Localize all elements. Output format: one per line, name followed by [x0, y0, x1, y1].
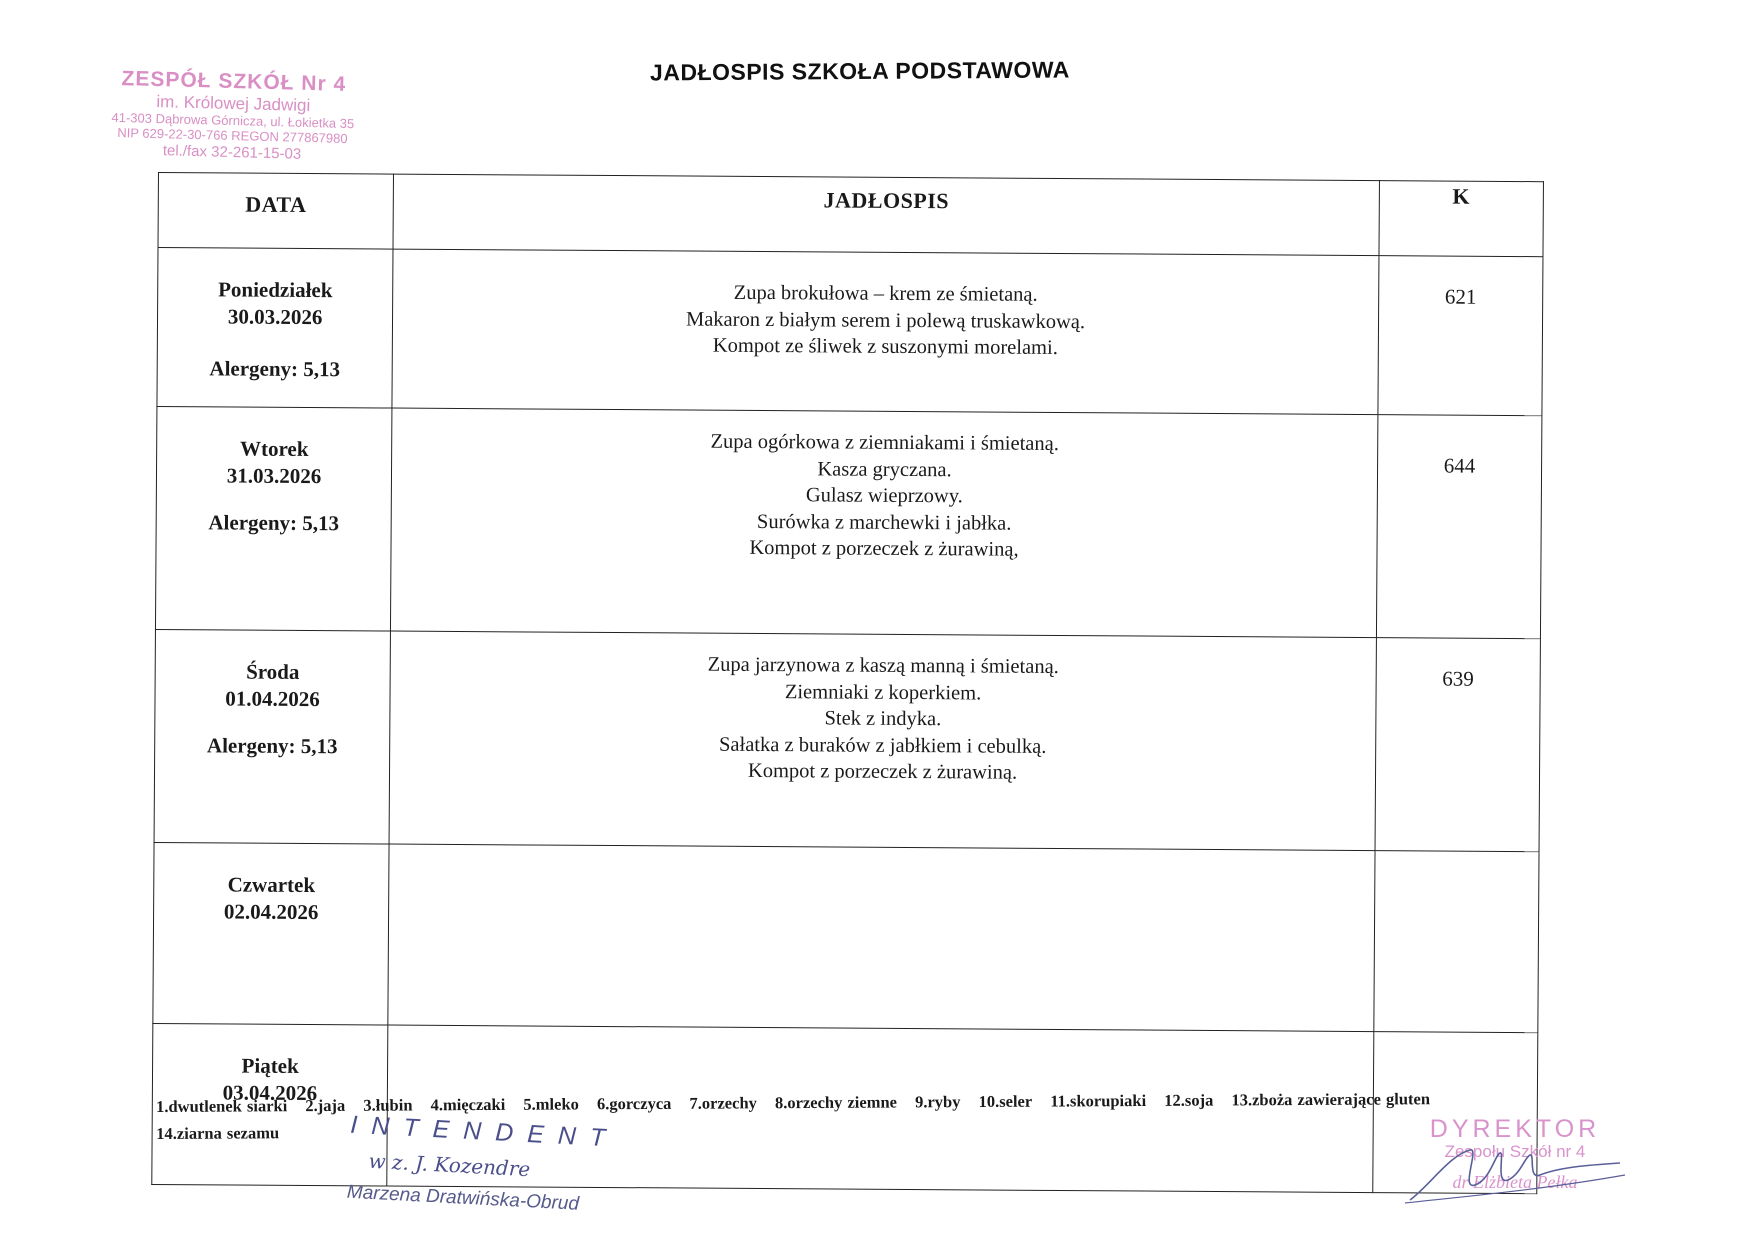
- school-stamp-line: tel./fax 32-261-15-03: [162, 141, 302, 163]
- legend-item: 12.soja: [1164, 1090, 1214, 1110]
- menu-item: Ziemniaki z koperkiem.: [784, 680, 982, 704]
- date-cell: [155, 406, 392, 631]
- menu-item: Kompot z porzeczek z żurawiną.: [747, 759, 1018, 784]
- date-cell: [157, 248, 393, 409]
- k-value: 644: [1376, 415, 1542, 639]
- menu-cell: [391, 408, 1378, 638]
- date-cell: [154, 629, 391, 844]
- legend-item: 6.gorczyca: [596, 1093, 672, 1114]
- legend-item: 5.mleko: [523, 1094, 579, 1114]
- page-title: JADŁOSPIS SZKOŁA PODSTAWOWA: [649, 56, 1070, 86]
- k-value: 621: [1378, 256, 1543, 416]
- header-menu: JADŁOSPIS: [393, 174, 1379, 256]
- director-signature-icon: [1400, 1135, 1630, 1215]
- menu-item: Zupa brokułowa – krem ze śmietaną.: [733, 281, 1038, 306]
- menu-cell: [388, 844, 1375, 1032]
- day-name: Poniedziałek: [218, 277, 333, 303]
- school-stamp: [107, 67, 359, 164]
- table-header-row: [158, 173, 1543, 257]
- k-value: [1374, 851, 1539, 1033]
- intendent-signature: w z. J. Kozendre: [367, 1148, 531, 1182]
- allergens: Alergeny: 5,13: [208, 510, 340, 536]
- menu-item: Surówka z marchewki i jabłka.: [756, 510, 1012, 535]
- header-k: K: [1379, 181, 1544, 257]
- menu-cell: [389, 631, 1376, 851]
- day-name: Piątek: [241, 1053, 299, 1078]
- intendent-stamp: [345, 1111, 631, 1240]
- menu-table: [151, 172, 1544, 1194]
- legend-item: 9.ryby: [914, 1092, 961, 1112]
- day-name: Wtorek: [239, 436, 309, 462]
- school-stamp-line: im. Królowej Jadwigi: [156, 92, 311, 116]
- header-date: DATA: [158, 173, 394, 250]
- menu-item: Kasza gryczana.: [817, 457, 952, 481]
- menu-item: Sałatka z buraków z jabłkiem i cebulką.: [718, 733, 1047, 758]
- allergens: Alergeny: 5,13: [209, 356, 341, 382]
- legend-item: 7.orzechy: [689, 1093, 757, 1113]
- table-row: [155, 406, 1541, 638]
- legend-item: 4.mięczaki: [430, 1094, 506, 1115]
- intendent-stamp-title: INTENDENT: [349, 1110, 620, 1153]
- date-value: 31.03.2026: [226, 463, 322, 489]
- legend-item: 13.zboża zawierające gluten: [1231, 1089, 1431, 1110]
- legend-item: 2.jaja: [305, 1095, 346, 1116]
- legend-item: 10.seler: [978, 1091, 1033, 1111]
- school-stamp-line: NIP 629-22-30-766 REGON 277867980: [117, 124, 348, 146]
- legend-item: 8.orzechy ziemne: [774, 1092, 897, 1113]
- table-row: [153, 842, 1539, 1032]
- date-value: 01.04.2026: [225, 686, 320, 712]
- legend-item: 1.dwutlenek siarki: [156, 1096, 288, 1116]
- table-row: [157, 248, 1543, 416]
- table-row: [154, 629, 1540, 851]
- k-value: 639: [1375, 638, 1541, 852]
- menu-item: Kompot ze śliwek z suszonymi morelami.: [712, 334, 1058, 359]
- menu-cell: [392, 249, 1379, 415]
- menu-item: Kompot z porzeczek z żurawiną,: [749, 536, 1019, 561]
- menu-item: Stek z indyka.: [824, 707, 942, 731]
- date-value: 03.04.2026: [222, 1080, 318, 1106]
- menu-item: Zupa jarzynowa z kaszą manną i śmietaną.: [707, 653, 1059, 678]
- legend-item: 11.skorupiaki: [1050, 1090, 1147, 1111]
- day-name: Czwartek: [227, 872, 316, 898]
- director-stamp-school: Zespołu Szkół nr 4: [1444, 1142, 1586, 1161]
- director-stamp-name: dr Elżbieta Pełka: [1452, 1172, 1578, 1192]
- director-stamp: [1400, 1115, 1630, 1230]
- menu-item: Zupa ogórkowa z ziemniakami i śmietaną.: [710, 430, 1059, 455]
- school-stamp-line: ZESPÓŁ SZKÓŁ Nr 4: [121, 67, 347, 96]
- menu-item: Makaron z białym serem i polewą truskawkową.: [685, 308, 1086, 333]
- date-value: 02.04.2026: [223, 899, 319, 925]
- legend-item: 3.łubin: [363, 1095, 413, 1115]
- legend-item: 14.ziarna sezamu: [156, 1123, 280, 1143]
- day-name: Środa: [246, 659, 300, 684]
- intendent-stamp-name: Marzena Dratwińska-Obrud: [346, 1181, 580, 1215]
- date-cell: [153, 842, 389, 1025]
- school-stamp-line: 41-303 Dąbrowa Górnicza, ul. Łokietka 35: [111, 109, 355, 131]
- director-stamp-title: DYREKTOR: [1429, 1115, 1601, 1143]
- date-value: 30.03.2026: [227, 304, 323, 330]
- menu-item: Gulasz wieprzowy.: [805, 484, 963, 508]
- allergens: Alergeny: 5,13: [206, 733, 338, 759]
